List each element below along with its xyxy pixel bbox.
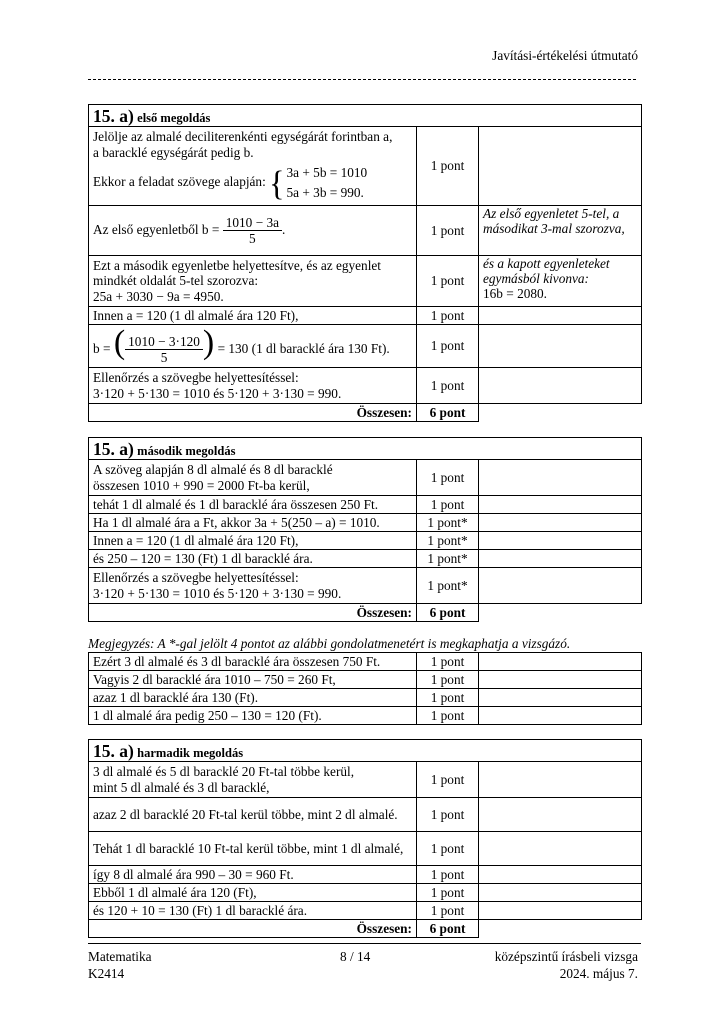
solution-2-heading: 15. a) második megoldás (89, 438, 642, 460)
total-label: Összesen: (89, 920, 417, 938)
sol3-row-2: azaz 2 dl baracklé 20 Ft-tal kerül többe, mint 2 dl almalé. (89, 798, 417, 832)
sol1-row-1: Jelölje az almalé deciliterenkénti egységárát forintban a, a baracklé egységárát pedig b. Ekkor a feladat szövege alapján: { 3a + 5b = 1010 5a + 3b = 990. (89, 127, 417, 206)
points: 1 pont (417, 902, 479, 920)
alt-row-2: Vagyis 2 dl baracklé ára 1010 – 750 = 260 Ft, (89, 671, 417, 689)
sol2-row-3: Ha 1 dl almalé ára a Ft, akkor 3a + 5(250 – a) = 1010. (89, 514, 417, 532)
solution-2-table (88, 437, 642, 622)
points: 1 pont (417, 866, 479, 884)
side-note: Az első egyenletet 5-tel, a másodikat 3-mal szorozva, (479, 206, 642, 256)
sol1-row-3: Ezt a második egyenletbe helyettesítve, és az egyenlet mindkét oldalát 5-tel szorozva: 25a + 3030 − 9a = 4950. (89, 256, 417, 307)
total-points: 6 pont (417, 920, 479, 938)
points: 1 pont (417, 689, 479, 707)
sol3-row-5: Ebből 1 dl almalé ára 120 (Ft), (89, 884, 417, 902)
points: 1 pont (417, 206, 479, 256)
sol3-row-4: így 8 dl almalé ára 990 – 30 = 960 Ft. (89, 866, 417, 884)
points: 1 pont* (417, 568, 479, 604)
total-label: Összesen: (89, 604, 417, 622)
sol2-row-1: A szöveg alapján 8 dl almalé és 8 dl baracklé összesen 1010 + 990 = 2000 Ft-ba kerül, (89, 460, 417, 496)
points: 1 pont (417, 325, 479, 368)
alt-row-4: 1 dl almalé ára pedig 250 – 130 = 120 (Ft). (89, 707, 417, 725)
sol1-row-2: Az első egyenletből b = $\frac{1010 - 3a}{5}$ . (89, 206, 417, 256)
solution-1-table (88, 104, 642, 422)
sol3-row-6: és 120 + 10 = 130 (Ft) 1 dl baracklé ára. (89, 902, 417, 920)
points: 1 pont* (417, 532, 479, 550)
footer-rule (88, 943, 641, 944)
total-label: Összesen: (89, 404, 417, 422)
sol1-row-6: Ellenőrzés a szövegbe helyettesítéssel: 3·120 + 5·130 = 1010 és 5·120 + 3·130 = 990. (89, 368, 417, 404)
sol3-row-3: Tehát 1 dl baracklé 10 Ft-tal kerül többe, mint 1 dl almalé, (89, 832, 417, 866)
points: 1 pont (417, 127, 479, 206)
points: 1 pont (417, 671, 479, 689)
alt-row-1: Ezért 3 dl almalé és 3 dl baracklé ára összesen 750 Ft. (89, 653, 417, 671)
sol1-row-5: b = ( $\frac{1010 - 3\cdot 120}{5}$ ) = 130 (1 dl baracklé ára 130 Ft). (89, 325, 417, 368)
points: 1 pont (417, 307, 479, 325)
points: 1 pont* (417, 550, 479, 568)
points: 1 pont (417, 832, 479, 866)
sol2-row-6: Ellenőrzés a szövegbe helyettesítéssel: 3·120 + 5·130 = 1010 és 5·120 + 3·130 = 990. (89, 568, 417, 604)
total-points: 6 pont (417, 604, 479, 622)
equation-system: { 3a + 5b = 1010 5a + 3b = 990. (269, 163, 368, 203)
fraction: $\frac{1010 - 3a}{5}$ (223, 215, 282, 247)
footer-left: Matematika K2414 (88, 949, 152, 981)
points: 1 pont (417, 653, 479, 671)
points: 1 pont (417, 460, 479, 496)
sol1-row-4: Innen a = 120 (1 dl almalé ára 120 Ft), (89, 307, 417, 325)
total-points: 6 pont (417, 404, 479, 422)
sol2-row-4: Innen a = 120 (1 dl almalé ára 120 Ft), (89, 532, 417, 550)
solution-3-heading: 15. a) harmadik megoldás (89, 740, 642, 762)
note: Megjegyzés: A *-gal jelölt 4 pontot az alábbi gondolatmenetért is megkaphatja a vizsgázó. (88, 636, 571, 651)
points: 1 pont (417, 762, 479, 798)
points: 1 pont* (417, 514, 479, 532)
solution-1-heading: 15. a) első megoldás (89, 105, 642, 127)
alt-row-3: azaz 1 dl baracklé ára 130 (Ft). (89, 689, 417, 707)
sol2-row-5: és 250 – 120 = 130 (Ft) 1 dl baracklé ára. (89, 550, 417, 568)
page-number: 8 / 14 (340, 949, 371, 964)
footer-right: középszintű írásbeli vizsga 2024. május 7. (494, 949, 638, 981)
points: 1 pont (417, 496, 479, 514)
points: 1 pont (417, 707, 479, 725)
points: 1 pont (417, 798, 479, 832)
sol2-row-2: tehát 1 dl almalé és 1 dl baracklé ára összesen 250 Ft. (89, 496, 417, 514)
points: 1 pont (417, 256, 479, 307)
running-header: Javítási-értékelési útmutató (492, 48, 638, 63)
points: 1 pont (417, 368, 479, 404)
header-rule (88, 79, 636, 80)
alternative-table (88, 652, 642, 725)
points: 1 pont (417, 884, 479, 902)
sol3-row-1: 3 dl almalé és 5 dl baracklé 20 Ft-tal többe kerül, mint 5 dl almalé és 3 dl baracklé, (89, 762, 417, 798)
solution-3-table (88, 739, 642, 938)
side-note: és a kapott egyenleteket egymásból kivonva: 16b = 2080. (479, 256, 642, 307)
